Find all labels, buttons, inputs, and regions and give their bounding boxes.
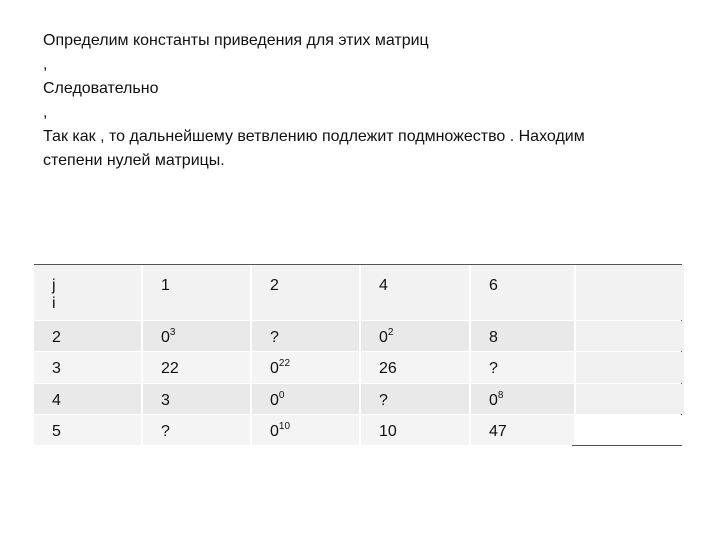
table-cell: $0^2$ <box>361 321 469 351</box>
table-header-row <box>34 265 684 320</box>
text-line-3: Следовательно <box>43 80 159 97</box>
table-cell: $0^{22}$ <box>252 352 359 383</box>
table-cell: 10 <box>361 415 469 445</box>
table-cell: 26 <box>361 352 469 383</box>
table-cell: 3 <box>143 384 250 414</box>
text-line-4: , <box>43 104 48 121</box>
header-cell: 4 <box>361 265 469 320</box>
text-line-6: степени нулей матрицы. <box>43 152 225 169</box>
table-row <box>34 384 684 414</box>
corner-j: j <box>52 277 56 294</box>
corner-i: i <box>52 295 56 312</box>
header-cell: 2 <box>252 265 359 320</box>
table-cell: ? <box>252 321 359 351</box>
table-border-bottom <box>572 445 682 446</box>
matrix-table <box>34 264 682 446</box>
table-cell: $0^{10}$ <box>252 415 359 445</box>
table-cell: $0^3$ <box>143 321 250 351</box>
table-cell: ? <box>143 415 250 445</box>
text-line-2: , <box>43 56 48 73</box>
row-label: 4 <box>34 384 141 414</box>
table-cell: 8 <box>471 321 574 351</box>
header-cell: 6 <box>471 265 574 320</box>
table-cell: 22 <box>143 352 250 383</box>
table-row <box>34 352 684 383</box>
empty-cell <box>576 384 684 414</box>
text-line-1: Определим константы приведения для этих матриц <box>43 32 429 49</box>
text-line-5: Так как , то дальнейшему ветвлению подлежит подмножество . Находим <box>43 128 585 145</box>
empty-cell <box>576 321 684 351</box>
row-label: 3 <box>34 352 141 383</box>
table-row <box>34 321 684 351</box>
table-cell: ? <box>471 352 574 383</box>
row-label: 5 <box>34 415 141 445</box>
corner-cell <box>34 265 141 320</box>
table-cell: ? <box>361 384 469 414</box>
empty-cell <box>576 415 684 445</box>
table-cell: 47 <box>471 415 574 445</box>
text-block <box>43 29 683 173</box>
header-cell: 1 <box>143 265 250 320</box>
header-empty-cell <box>576 265 684 320</box>
table-cell: $0^0$ <box>252 384 359 414</box>
empty-cell <box>576 352 684 383</box>
table-row <box>34 415 684 445</box>
row-label: 2 <box>34 321 141 351</box>
table-cell: $0^8$ <box>471 384 574 414</box>
